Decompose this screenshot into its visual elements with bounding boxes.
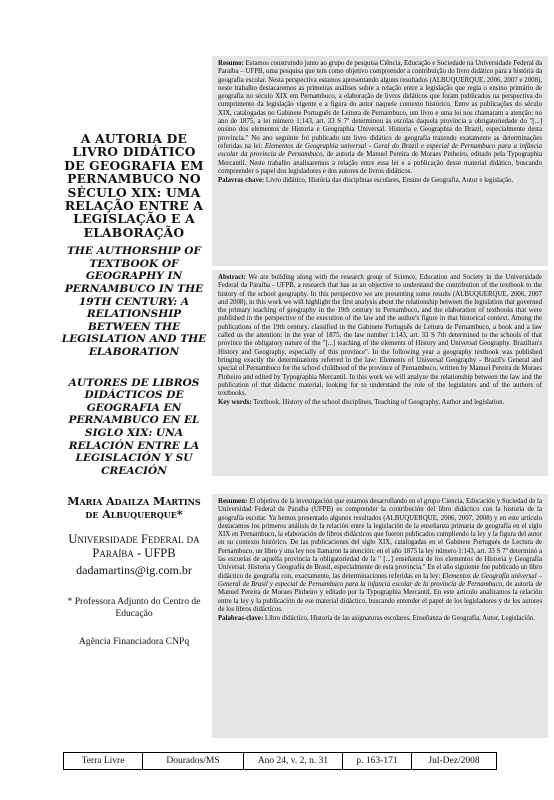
title-portuguese: A AUTORIA DE LIVRO DIDÁTICO DE GEOGRAFIA EM PERNAMBUCO NO SÉCULO XIX: UMA RELAÇÃO ENTRE A LEGISLAÇÃO E A ELABORAÇÃO <box>64 131 204 240</box>
journal-footer <box>63 752 497 770</box>
abstract-text: El objetivo de la investigación que estamos desarrollando en el grupo Ciencia, Educación y Sociedad de la Universidad Federal de Paraíba (UFPB) es comprender la contribución del libro didáctico con la historia de la geografía escolar. Ya hemos presentado algunos resultados (ALBUQUERQUE, 2006, 2007, 2008) y en este artículo destacamos los primeros análisis de la relación entre la legislación de la enseñanza primaria de geografía en el siglo XIX en Pernambuco, la elaboración de libros didácticos que fueron publicados cumpliendo la ley y la figura del autor en su contexto histórico. De las publicaciones del siglo XIX, catalogadas en el Gabinete Portugués de Lectura de Pernambuco, un libro y una ley nos llamaron la atención: en el año 1875 la ley número 1:143, art. 33 S 7º determinó a las escuelas de aquella provincia la obligatoriedad de la " [...] enseñanza de los elementos de Historia y Geografía Universal. Historia y Geografía de Brasil, especialmente de esta provincia." En el año siguiente fue publicado un libro didáctico de geografía con, exactamente, las determinaciones referidas en la ley: <box>218 498 542 580</box>
abstract-text: Estamos construindo junto ao grupo de pesquisa Ciência, Educação e Sociedade na Universidade Federal da Paraíba – UFPB, uma pesquisa que tem como objetivo compreender a contribuição do livro didático para a história da geografia escolar. Nesta perspectiva estamos apresentando alguns resultados (ALBUQUERQUE, 2006, 2007 e 2008), neste trabalho destacaremos as primeiras análises sobre a relação entre a legislação que regia o ensino primário de geografia no século XIX em Pernambuco, a elaboração de livros didáticos que foram publicados na perspectiva do cumprimento da legislação vigente e a figura do autor naquele contexto histórico. Entre as publicações do século XIX, catalogadas no Gabinete Português de Leitura de Pernambuco, um livro e uma lei nos chamaram a atenção: no ano de 1875, a lei número 1:143, art. 33 S 7º determinou às escolas daquela província a obrigatoriedade do "[...] ensino dos elementos de Historia e Geographia Universal. Historia e Geographia do Brazil, especialmente desta província." No ano seguinte foi publicado um livro didático de geografia trazendo exatamente as determinações referidas na lei: <box>218 60 542 150</box>
title-english: THE AUTHORSHIP OF TEXTBOOK OF GEOGRAPHY IN PERNAMBUCO IN THE 19TH CENTURY: A RELATIONSHIP BETWEEN THE LEGISLATION AND THE ELABORATION <box>61 245 207 358</box>
keywords-text: Libro didáctico, Historia de las asignaturas escolares, Enseñanza de Geografía, Autor, Legislación. <box>263 615 535 623</box>
author-name: Maria Adailza Martins de Albuquerque* <box>67 495 201 522</box>
book-title: Elementos de Geographia universal - Geral do Brazil e especial de Pernambuco para a infância escolar da provincia de Pernambuco <box>218 142 542 159</box>
author-institution: Universidade Federal da Paraíba - UFPB <box>68 532 200 561</box>
author-email: dadamartins@ig.com.br <box>76 562 192 577</box>
title-block <box>60 132 208 647</box>
abstract-text-tail: , de autoria de Manuel Pereira de Moraes Pinheiro, editado pela Typographia Mercantil. Neste trabalho analisaremos a relação entre essa lei e a publicação desse material didático, buscando compreender o papel dos legisladores e dos autores de livros didáticos. <box>218 151 542 175</box>
abstract-label: Resumen: <box>218 498 248 505</box>
footer-journal: Terra Livre <box>64 753 143 769</box>
keywords-label: Key words: <box>218 399 252 407</box>
keywords-text: Livro didático, História das disciplinas escolares, Ensino de Geografia, Autor e legislação. <box>264 177 514 185</box>
keywords-label: Palabras-clave: <box>218 615 264 623</box>
book-title: Elementos de Geografía universal – General de Brasil y especial de Pernambuco para la infancia escolar de la provincia de Pernambuco <box>218 572 542 588</box>
abstract-english <box>218 274 542 408</box>
title-spanish: AUTORES DE LIBROS DIDÁCTICOS DE GEOGRAFIA EN PERNAMBUCO EN EL SIGLO XIX: UNA RELACIÓN ENTRE LA LEGISLACIÓN Y SU CREACIÓN <box>68 376 200 477</box>
footer-date: Jul-Dez/2008 <box>428 756 480 766</box>
footer-volume: Ano 24, v. 2, n. 31 <box>244 753 343 769</box>
keywords-text: Textbook, History of the school disciplines, Teaching of Geography, Author and legislation. <box>251 399 505 407</box>
funding-agency: Agência Financiadora CNPq <box>78 635 190 647</box>
footer-pages: p. 163-171 <box>343 753 412 769</box>
abstract-text: We are building along with the research group of Science, Education and Society in the Universidade Federal da Paraíba - UFPB, a research that has as an objective to understand the contribution of the textbook to the history of the school geography. In this perspective we are presenting some results (ALBUQUERQUE, 2006, 2007 and 2008), in this work we will highlight the first analysis about the relationship between the legislation that governed the primary teaching of geography in the 19th century in Pernambuco, and the elaboration of textbooks that were published in the perspective of the execution of the law and the author's figure in that historical context. Among the publications of the 19th century, classified in the Gabinete Português de Leitura de Pernambuco, a book and a law called us the attention: in the year of 1875, the law number 1:143, art. 33 S 7th determined to the schools of that province the obligatory nature of the "[...] teaching of the elements of History and Universal Geography. Brazilian's History and Geography, especially of this province". In the following year a geography textbook was published bringing exactly the determinations referred in the law: Elements of Universal Geography - Brazil's General and special of Pernambuco for the school childhood of the province of Pernambuco, written by Manuel Pereira de Moraes Pinheiro and edited by Typographia Mercantil. In this work we will analyze the relationship between the law and the publication of that didactic material, looking for to understand the role of the legislators and of the authors of textbooks. <box>218 274 542 398</box>
keywords-label: Palavras chave: <box>218 177 265 185</box>
abstract-text-tail: , de autoría de Manuel Pereira de Moraes Pinheiro y editado por la Typographia Mercantil. En este artículo analizamos la relación entre la ley y la publicación de ese material didáctico, buscando entender el papel de los legisladores y de los autores de los libros didácticos. <box>218 580 543 613</box>
abstract-spanish <box>218 498 542 623</box>
footer-city: Dourados/MS <box>143 753 244 769</box>
abstract-portuguese <box>218 60 542 185</box>
abstract-label: Resumo: <box>218 60 244 67</box>
author-note: * Professora Adjunto do Centro de Educação <box>67 595 201 619</box>
abstract-label: Abstract: <box>218 274 246 281</box>
